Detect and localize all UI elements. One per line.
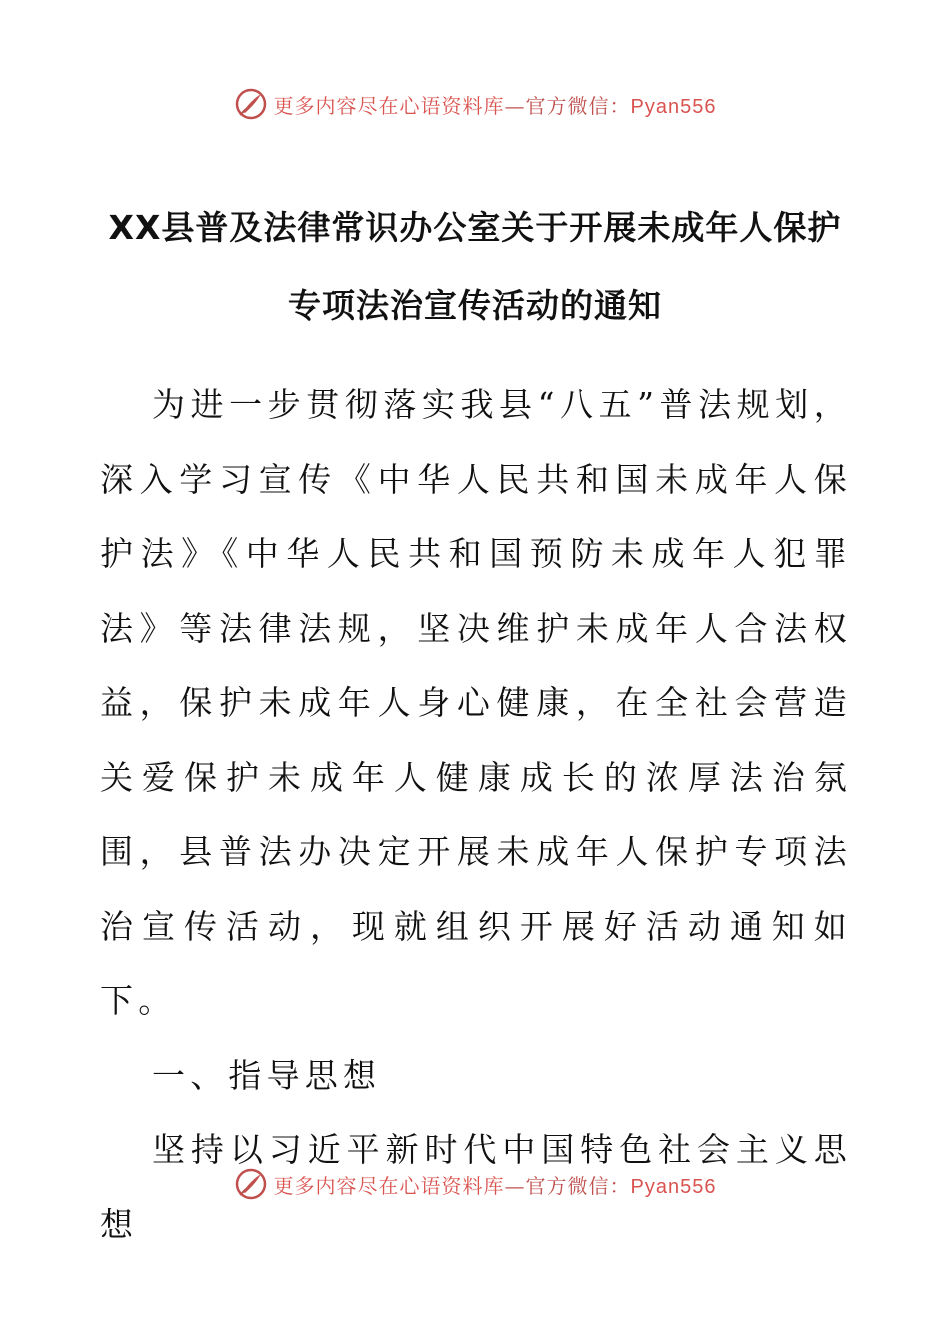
footer-watermark-banner xyxy=(0,1164,950,1204)
document-body xyxy=(100,368,852,1262)
quill-logo-icon xyxy=(234,1167,268,1201)
quill-logo-icon xyxy=(234,87,268,121)
watermark-text xyxy=(274,90,717,119)
header-watermark-banner xyxy=(0,84,950,124)
watermark-separator: — xyxy=(504,93,526,118)
watermark-wechat-label: 官方微信： xyxy=(525,1173,631,1198)
document-title-line-2: 专项法治宣传活动的通知 xyxy=(288,286,662,325)
watermark-wechat-label: 官方微信： xyxy=(525,93,631,118)
section-1-heading: 一、指导思想 xyxy=(152,1055,382,1095)
intro-paragraph: 为进一步贯彻落实我县“八五”普法规划，深入学习宣传《中华人民共和国未成年人保护法》《中华人民共和国预防未成年人犯罪法》等法律法规，坚决维护未成年人合法权益，保护未成年人身心健康，在全社会营造关爱保护未成年人健康成长的浓厚法治氛围，县普法办决定开展未成年人保护专项法治宣传活动，现就组织开展好活动通知如下。 xyxy=(100,385,852,1020)
watermark-separator: — xyxy=(504,1173,526,1198)
watermark-brand: 更多内容尽在心语资料库 xyxy=(273,1173,505,1198)
watermark-brand: 更多内容尽在心语资料库 xyxy=(273,93,505,118)
watermark-handle: Pyan556 xyxy=(630,1175,717,1198)
watermark-handle: Pyan556 xyxy=(630,95,717,118)
section-1-paragraph: 坚持以习近平新时代中国特色社会主义思想 xyxy=(100,1130,852,1244)
watermark-text xyxy=(274,1170,717,1199)
document-title-line-1: XX县普及法律常识办公室关于开展未成年人保护 xyxy=(108,208,842,247)
